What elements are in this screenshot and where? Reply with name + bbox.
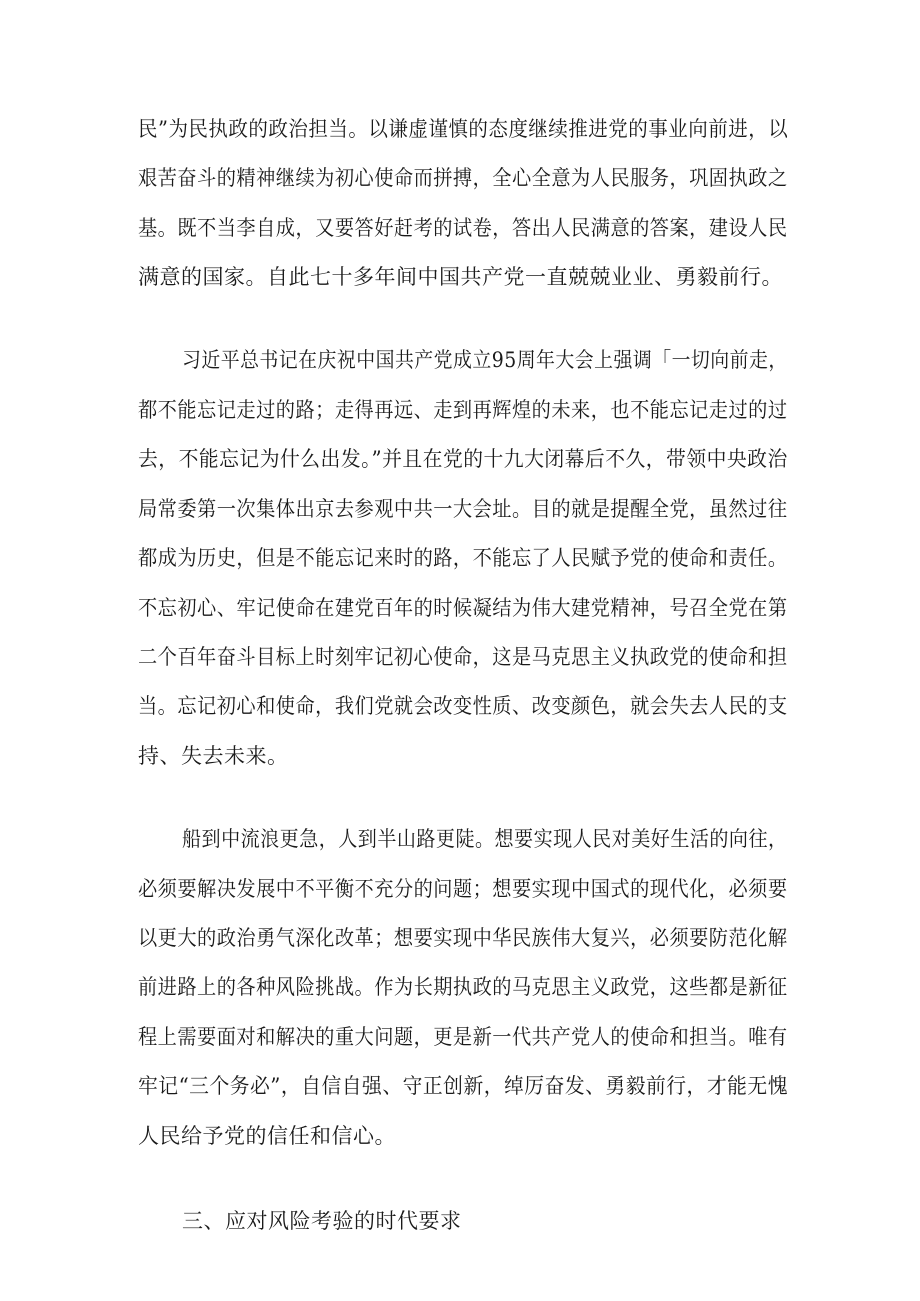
paragraph-3-line-5: 程上需要面对和解决的重大问题，更是新一代共产党人的使命和担当。唯有 — [138, 1025, 788, 1049]
paragraph-1-line-4: 满意的国家。自此七十多年间中国共产党一直兢兢业业、勇毅前行。 — [138, 265, 783, 289]
paragraph-3-line-7: 人民给予党的信任和信心。 — [138, 1124, 396, 1148]
paragraph-3-line-6: 牢记“三个务必”，自信自强、守正创新，绰厉奋发、勇毅前行，才能无愧 — [138, 1074, 788, 1098]
paragraph-2-line-4: 局常委第一次集体出京去参观中共一大会址。目的就是提醒全党，虽然过往 — [138, 497, 788, 521]
paragraph-2-line-3: 去，不能忘记为什么出发。”并且在党的十九大闭幕后不久，带领中央政治 — [138, 447, 788, 471]
paragraph-2-line-9: 持、失去未来。 — [138, 744, 289, 768]
paragraph-1-line-3: 基。既不当李自成，又要答好赶考的试卷，答出人民满意的答案，建设人民 — [138, 216, 788, 240]
paragraph-1-line-2: 艰苦奋斗的精神继续为初心使命而拼搏，全心全意为人民服务，巩固执政之 — [138, 166, 788, 190]
paragraph-2-line-7: 二个百年奋斗目标上时刻牢记初心使命，这是马克思主义执政党的使命和担 — [138, 645, 788, 669]
paragraph-2-line-2: 都不能忘记走过的路；走得再远、走到再辉煌的未来，也不能忘记走过的过 — [138, 398, 788, 422]
paragraph-2-line-6: 不忘初心、牢记使命在建党百年的时候凝结为伟大建党精神，号召全党在第 — [138, 596, 788, 620]
paragraph-3-line-4: 前进路上的各种风险挑战。作为长期执政的马克思主义政党，这些都是新征 — [138, 975, 788, 999]
paragraph-3-line-1: 船到中流浪更急，人到半山路更陡。想要实现人民对美好生活的向往， — [182, 827, 788, 851]
paragraph-2-line-5: 都成为历史，但是不能忘记来时的路，不能忘了人民赋予党的使命和责任。 — [138, 546, 788, 570]
paragraph-3-line-2: 必须要解决发展中不平衡不充分的问题；想要实现中国式的现代化，必须要 — [138, 877, 788, 901]
paragraph-1-line-1: 民”为民执政的政治担当。以谦虚谨慎的态度继续推进党的事业向前进，以 — [138, 117, 789, 141]
paragraph-2-line-8: 当。忘记初心和使命，我们党就会改变性质、改变颜色，就会失去人民的支 — [138, 694, 788, 718]
section-heading: 三、应对风险考验的时代要求 — [182, 1209, 462, 1233]
paragraph-3-line-3: 以更大的政治勇气深化改革；想要实现中华民族伟大复兴，必须要防范化解 — [138, 926, 788, 950]
paragraph-2-line-1: 习近平总书记在庆祝中国共产党成立95周年大会上强调「一切向前走， — [182, 348, 788, 372]
